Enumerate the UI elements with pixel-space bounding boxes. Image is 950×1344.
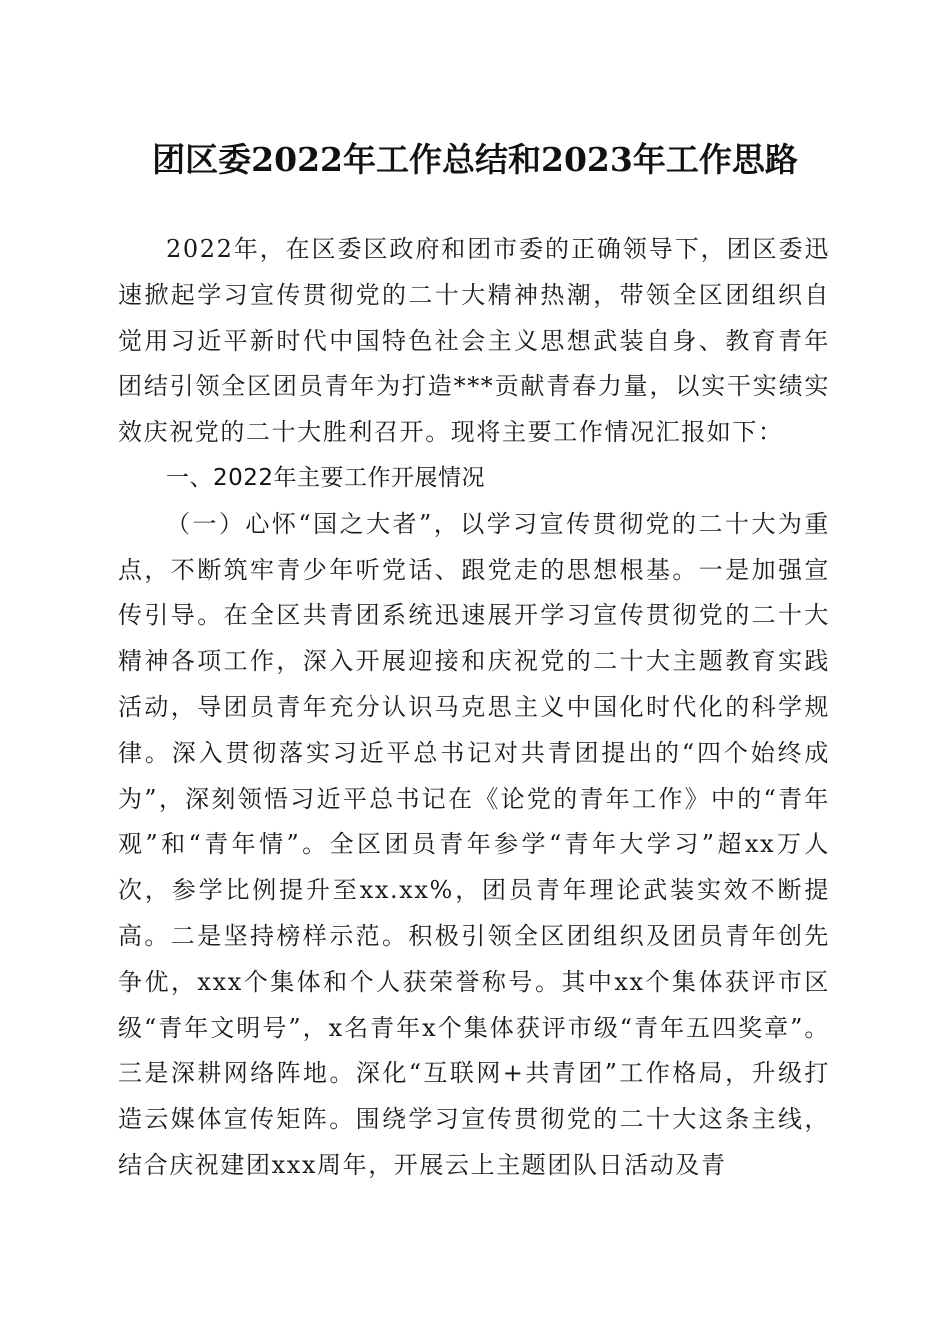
section-heading: 一、2022年主要工作开展情况 [166,464,486,491]
subsection-lead: （一）心怀“国之大者”，以学习宣传贯彻党的二十大为重点，不断筑牢青少年听党话、跟党走的思想根基。 [118,509,830,584]
intro-paragraph: 2022年，在区委区政府和团市委的正确领导下，团区委迅速掀起学习宣传贯彻党的二十大精神热潮，带领全区团组织自觉用习近平新时代中国特色社会主义思想武装自身、教育青年团结引领全区团员青年为打造***贡献青春力量，以实干实绩实效庆祝党的二十大胜利召开。现将主要工作情况汇报如下： [118,235,830,447]
subsection-body: 一是加强宣传引导。在全区共青团系统迅速展开学习宣传贯彻党的二十大精神各项工作，深入开展迎接和庆祝党的二十大主题教育实践活动，导团员青年充分认识马克思主义中国化时代化的科学规律。深入贯彻落实习近平总书记对共青团提出的“四个始终成为”，深刻领悟习近平总书记在《论党的青年工作》中的“青年观”和“青年情”。全区团员青年参学“青年大学习”超xx万人次，参学比例提升至xx.xx%，团员青年理论武装实效不断提高。二是坚持榜样示范。积极引领全区团组织及团员青年创先争优，xxx个集体和个人获荣誉称号。其中xx个集体获评市区级“青年文明号”，x名青年x个集体获评市级“青年五四奖章”。三是深耕网络阵地。深化“互联网+共青团”工作格局，升级打造云媒体宣传矩阵。围绕学习宣传贯彻党的二十大这条主线，结合庆祝建团xxx周年，开展云上主题团队日活动及青 [118,555,830,1179]
document-title: 团区委2022年工作总结和2023年工作思路 [152,140,798,179]
document-body [118,227,830,1189]
subsection-paragraph [118,502,830,1189]
